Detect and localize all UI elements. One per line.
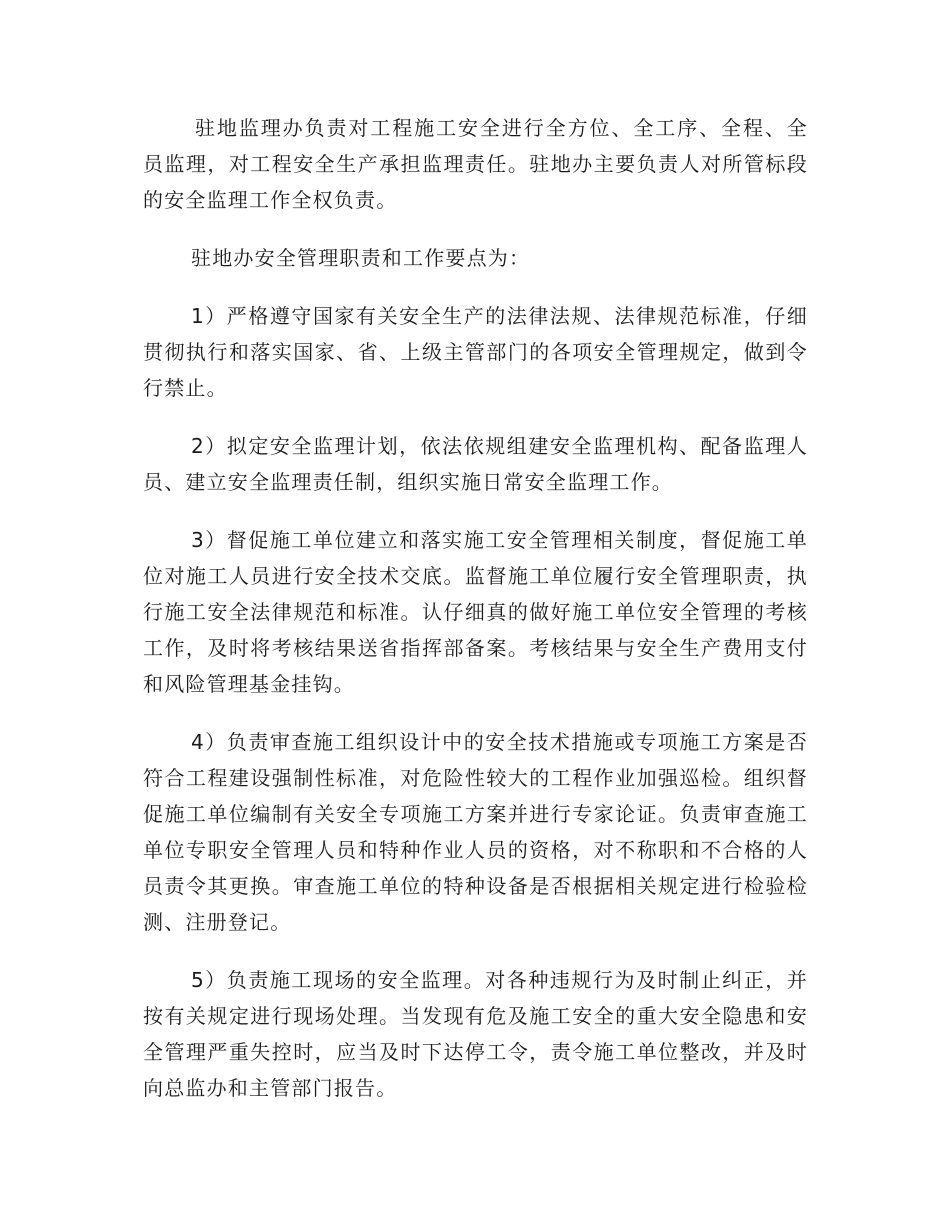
paragraph-item-4: 4）负责审查施工组织设计中的安全技术措施或专项施工方案是否符合工程建设强制性标准，对危险性较大的工程作业加强巡检。组织督促施工单位编制有关安全专项施工方案并进行专家论证。负责审查施工单位专职安全管理人员和特种作业人员的资格，对不称职和不合格的人员责令其更换。审查施工单位的特种设备是否根据相关规定进行检验检测、注册登记。 — [143, 730, 808, 934]
paragraph-item-1: 1）严格遵守国家有关安全生产的法律法规、法律规范标准，仔细贯彻执行和落实国家、省、上级主管部门的各项安全管理规定，做到令行禁止。 — [143, 304, 808, 400]
paragraph-item-5: 5）负责施工现场的安全监理。对各种违规行为及时制止纠正，并按有关规定进行现场处理。当发现有危及施工安全的重大安全隐患和安全管理严重失控时，应当及时下达停工令，责令施工单位整改，并及时向总监办和主管部门报告。 — [143, 968, 808, 1100]
paragraph-item-2: 2）拟定安全监理计划，依法依规组建安全监理机构、配备监理人员、建立安全监理责任制，组织实施日常安全监理工作。 — [143, 434, 808, 494]
paragraph-duties-heading: 驻地办安全管理职责和工作要点为： — [191, 246, 531, 270]
paragraph-item-3: 3）督促施工单位建立和落实施工安全管理相关制度，督促施工单位对施工人员进行安全技术交底。监督施工单位履行安全管理职责，执行施工安全法律规范和标准。认仔细真的做好施工单位安全管理的考核工作，及时将考核结果送省指挥部备案。考核结果与安全生产费用支付和风险管理基金挂钩。 — [143, 528, 808, 696]
paragraph-intro: 驻地监理办负责对工程施工安全进行全方位、全工序、全程、全员监理，对工程安全生产承担监理责任。驻地办主要负责人对所管标段的安全监理工作全权负责。 — [143, 116, 808, 212]
document-body — [143, 110, 808, 1128]
